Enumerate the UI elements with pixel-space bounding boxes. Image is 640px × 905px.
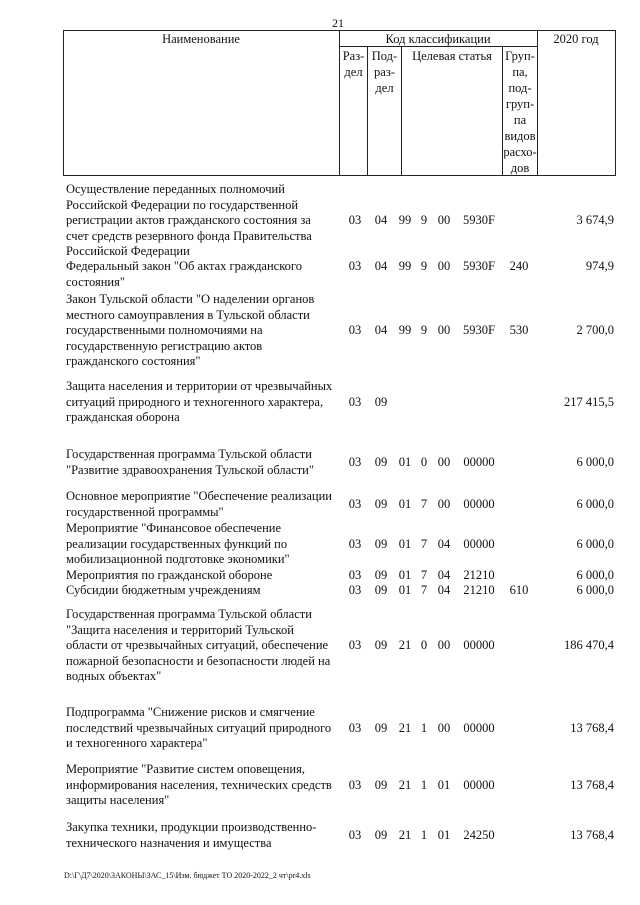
- amount: 217 415,5: [564, 394, 614, 409]
- code-pr: 04: [374, 259, 388, 273]
- file-path-footer: D:\Г\Д7\2020\ЗАКОНЫ\ЗАС_15\Изм. бюджет ТО 2020-2022_2 чт\pr4.xls: [64, 871, 311, 880]
- code-pr: 09: [374, 827, 388, 842]
- row-name-line: государственной программы": [66, 504, 224, 519]
- row-name-line: Закон Тульской области "О наделении органов: [66, 292, 315, 306]
- code-cs0: 99: [398, 323, 412, 337]
- code-cs0: 99: [398, 259, 412, 273]
- code-cs2: 01: [437, 827, 451, 842]
- table-header: [63, 30, 616, 176]
- row-name-line: Мероприятие "Развитие систем оповещения,: [66, 762, 305, 776]
- code-rz: 03: [348, 259, 362, 273]
- header-subsection: Под- раз- дел: [371, 49, 398, 95]
- code-rz: 03: [348, 568, 362, 582]
- code-pr: 09: [374, 777, 388, 792]
- row-name-line: "Защита населения и территорий Тульской: [66, 622, 294, 637]
- code-pr: 04: [374, 323, 388, 337]
- code-rz: 03: [348, 496, 362, 511]
- code-cs0: 21: [398, 827, 412, 842]
- row-name-line: Российской Федерации по государственной: [66, 197, 299, 212]
- code-cs3: 21210: [463, 583, 495, 597]
- row-name-line: гражданского состояния": [66, 354, 201, 368]
- code-cs2: 00: [437, 638, 451, 652]
- code-rz: 03: [348, 827, 362, 842]
- code-cs2: 00: [437, 323, 451, 337]
- code-rz: 03: [348, 536, 362, 551]
- code-cs1: 7: [420, 568, 428, 582]
- row-name-line: реализации государственных функций по: [66, 536, 288, 551]
- code-rz: 03: [348, 213, 362, 227]
- row-name-line: Государственная программа Тульской области: [66, 607, 312, 621]
- code-pr: 09: [374, 536, 388, 551]
- code-cs2: 00: [437, 720, 451, 735]
- code-cs3: 5930F: [463, 213, 495, 227]
- code-rz: 03: [348, 720, 362, 735]
- code-cs2: 00: [437, 496, 451, 511]
- row-name: [66, 259, 342, 290]
- code-pr: 09: [374, 638, 388, 652]
- row-name-line: местного самоуправления в Тульской области: [66, 307, 310, 322]
- row-name: [66, 447, 342, 478]
- code-cs2: 01: [437, 777, 451, 792]
- row-name-line: Защита населения и территории от чрезвычайных: [66, 379, 333, 393]
- code-cs0: 21: [398, 777, 412, 792]
- row-name-line: ситуаций природного и техногенного характера,: [66, 394, 324, 409]
- code-cs1: 1: [420, 827, 428, 842]
- amount: 2 700,0: [576, 323, 614, 337]
- code-cs3: 00000: [463, 638, 495, 652]
- row-name-line: Осуществление переданных полномочий: [66, 182, 285, 196]
- code-pr: 09: [374, 583, 388, 597]
- code-cs1: 9: [420, 323, 428, 337]
- row-name-line: состояния": [66, 274, 125, 289]
- row-name: [66, 762, 342, 809]
- code-cs2: 04: [437, 568, 451, 582]
- code-cs3: 5930F: [463, 323, 495, 337]
- code-cs1: 7: [420, 536, 428, 551]
- row-name-line: "Развитие здравоохранения Тульской области": [66, 462, 314, 477]
- page-number: 21: [332, 16, 344, 30]
- row-name-line: Российской Федерации: [66, 244, 190, 258]
- header-section: Раз- дел: [342, 49, 365, 79]
- amount: 6 000,0: [576, 496, 614, 511]
- row-name-line: Мероприятие "Финансовое обеспечение: [66, 521, 282, 535]
- header-name: Наименование: [162, 32, 240, 46]
- row-name-line: и техногенного характера": [66, 736, 208, 750]
- row-name-line: Государственная программа Тульской области: [66, 447, 312, 461]
- header-code: Код классификации: [385, 32, 491, 46]
- header-target: Целевая статья: [412, 49, 492, 63]
- code-vr: 240: [509, 259, 529, 273]
- code-rz: 03: [348, 394, 362, 409]
- amount: 6 000,0: [576, 583, 614, 597]
- row-name-line: мобилизационной подготовке экономики": [66, 552, 290, 566]
- row-name-line: Закупка техники, продукции производственно-: [66, 820, 317, 834]
- code-cs1: 9: [420, 213, 428, 227]
- row-name-line: защиты населения": [66, 793, 170, 807]
- code-cs0: 99: [398, 213, 412, 227]
- code-cs1: 0: [420, 638, 428, 652]
- code-rz: 03: [348, 454, 362, 469]
- row-name-line: гражданская оборона: [66, 410, 180, 424]
- code-pr: 09: [374, 496, 388, 511]
- row-name-line: Мероприятия по гражданской обороне: [66, 568, 273, 582]
- code-cs3: 00000: [463, 454, 495, 469]
- row-name-line: пожарной безопасности и безопасности людей на: [66, 653, 331, 668]
- code-cs1: 7: [420, 583, 428, 597]
- code-cs0: 21: [398, 720, 412, 735]
- row-name-line: области от чрезвычайных ситуаций, обеспечение: [66, 638, 329, 652]
- amount: 13 768,4: [570, 827, 614, 842]
- row-name-line: водных объектах": [66, 669, 162, 683]
- code-cs1: 7: [420, 496, 428, 511]
- code-cs3: 00000: [463, 777, 495, 792]
- amount: 6 000,0: [576, 568, 614, 582]
- code-cs1: 1: [420, 777, 428, 792]
- code-cs2: 00: [437, 213, 451, 227]
- row-name: [66, 521, 342, 568]
- amount: 3 674,9: [576, 213, 614, 227]
- code-pr: 09: [374, 568, 388, 582]
- amount: 6 000,0: [576, 536, 614, 551]
- row-name: [66, 583, 342, 599]
- code-cs3: 5930F: [463, 259, 495, 273]
- row-name: [66, 705, 342, 752]
- code-cs3: 21210: [463, 568, 495, 582]
- code-cs0: 01: [398, 568, 412, 582]
- code-pr: 09: [374, 394, 388, 409]
- row-name-line: технического назначения и имущества: [66, 835, 272, 850]
- code-cs1: 9: [420, 259, 428, 273]
- row-name: [66, 607, 342, 685]
- code-cs0: 21: [398, 638, 412, 652]
- row-name: [66, 182, 342, 260]
- code-pr: 09: [374, 720, 388, 735]
- code-cs2: 00: [437, 454, 451, 469]
- code-rz: 03: [348, 323, 362, 337]
- amount: 13 768,4: [570, 720, 614, 735]
- row-name-line: Основное мероприятие "Обеспечение реализации: [66, 489, 332, 503]
- row-name-line: государственными полномочиями на: [66, 323, 263, 337]
- code-cs3: 24250: [463, 827, 495, 842]
- code-vr: 530: [509, 323, 529, 337]
- code-rz: 03: [348, 638, 362, 652]
- row-name-line: регистрации актов гражданского состояния за: [66, 213, 311, 227]
- amount: 13 768,4: [570, 777, 614, 792]
- code-rz: 03: [348, 777, 362, 792]
- code-cs0: 01: [398, 454, 412, 469]
- row-name: [66, 292, 342, 370]
- code-cs0: 01: [398, 583, 412, 597]
- code-cs3: 00000: [463, 536, 495, 551]
- row-name-line: счет средств резервного фонда Правительства: [66, 228, 312, 243]
- code-cs3: 00000: [463, 720, 495, 735]
- code-cs2: 04: [437, 536, 451, 551]
- code-cs2: 04: [437, 583, 451, 597]
- code-pr: 09: [374, 454, 388, 469]
- code-cs0: 01: [398, 496, 412, 511]
- row-name-line: государственную регистрацию актов: [66, 338, 263, 353]
- amount: 6 000,0: [576, 454, 614, 469]
- code-cs0: 01: [398, 536, 412, 551]
- code-cs3: 00000: [463, 496, 495, 511]
- code-pr: 04: [374, 213, 388, 227]
- code-rz: 03: [348, 583, 362, 597]
- header-year: 2020 год: [553, 32, 599, 46]
- row-name: [66, 820, 342, 851]
- row-name: [66, 568, 342, 584]
- code-cs2: 00: [437, 259, 451, 273]
- amount: 974,9: [585, 259, 614, 273]
- row-name-line: информирования населения, технических средств: [66, 777, 332, 792]
- row-name-line: Федеральный закон "Об актах гражданского: [66, 259, 302, 273]
- code-vr: 610: [509, 583, 529, 597]
- header-group: Груп- па, под- груп- па видов расхо- дов: [503, 49, 537, 175]
- row-name: [66, 489, 342, 520]
- row-name-line: Субсидии бюджетным учреждениям: [66, 583, 261, 597]
- row-name-line: последствий чрезвычайных ситуаций природного: [66, 720, 332, 735]
- row-name: [66, 379, 342, 426]
- code-cs1: 1: [420, 720, 428, 735]
- amount: 186 470,4: [564, 638, 614, 652]
- row-name-line: Подпрограмма "Снижение рисков и смягчение: [66, 705, 315, 719]
- code-cs1: 0: [420, 454, 428, 469]
